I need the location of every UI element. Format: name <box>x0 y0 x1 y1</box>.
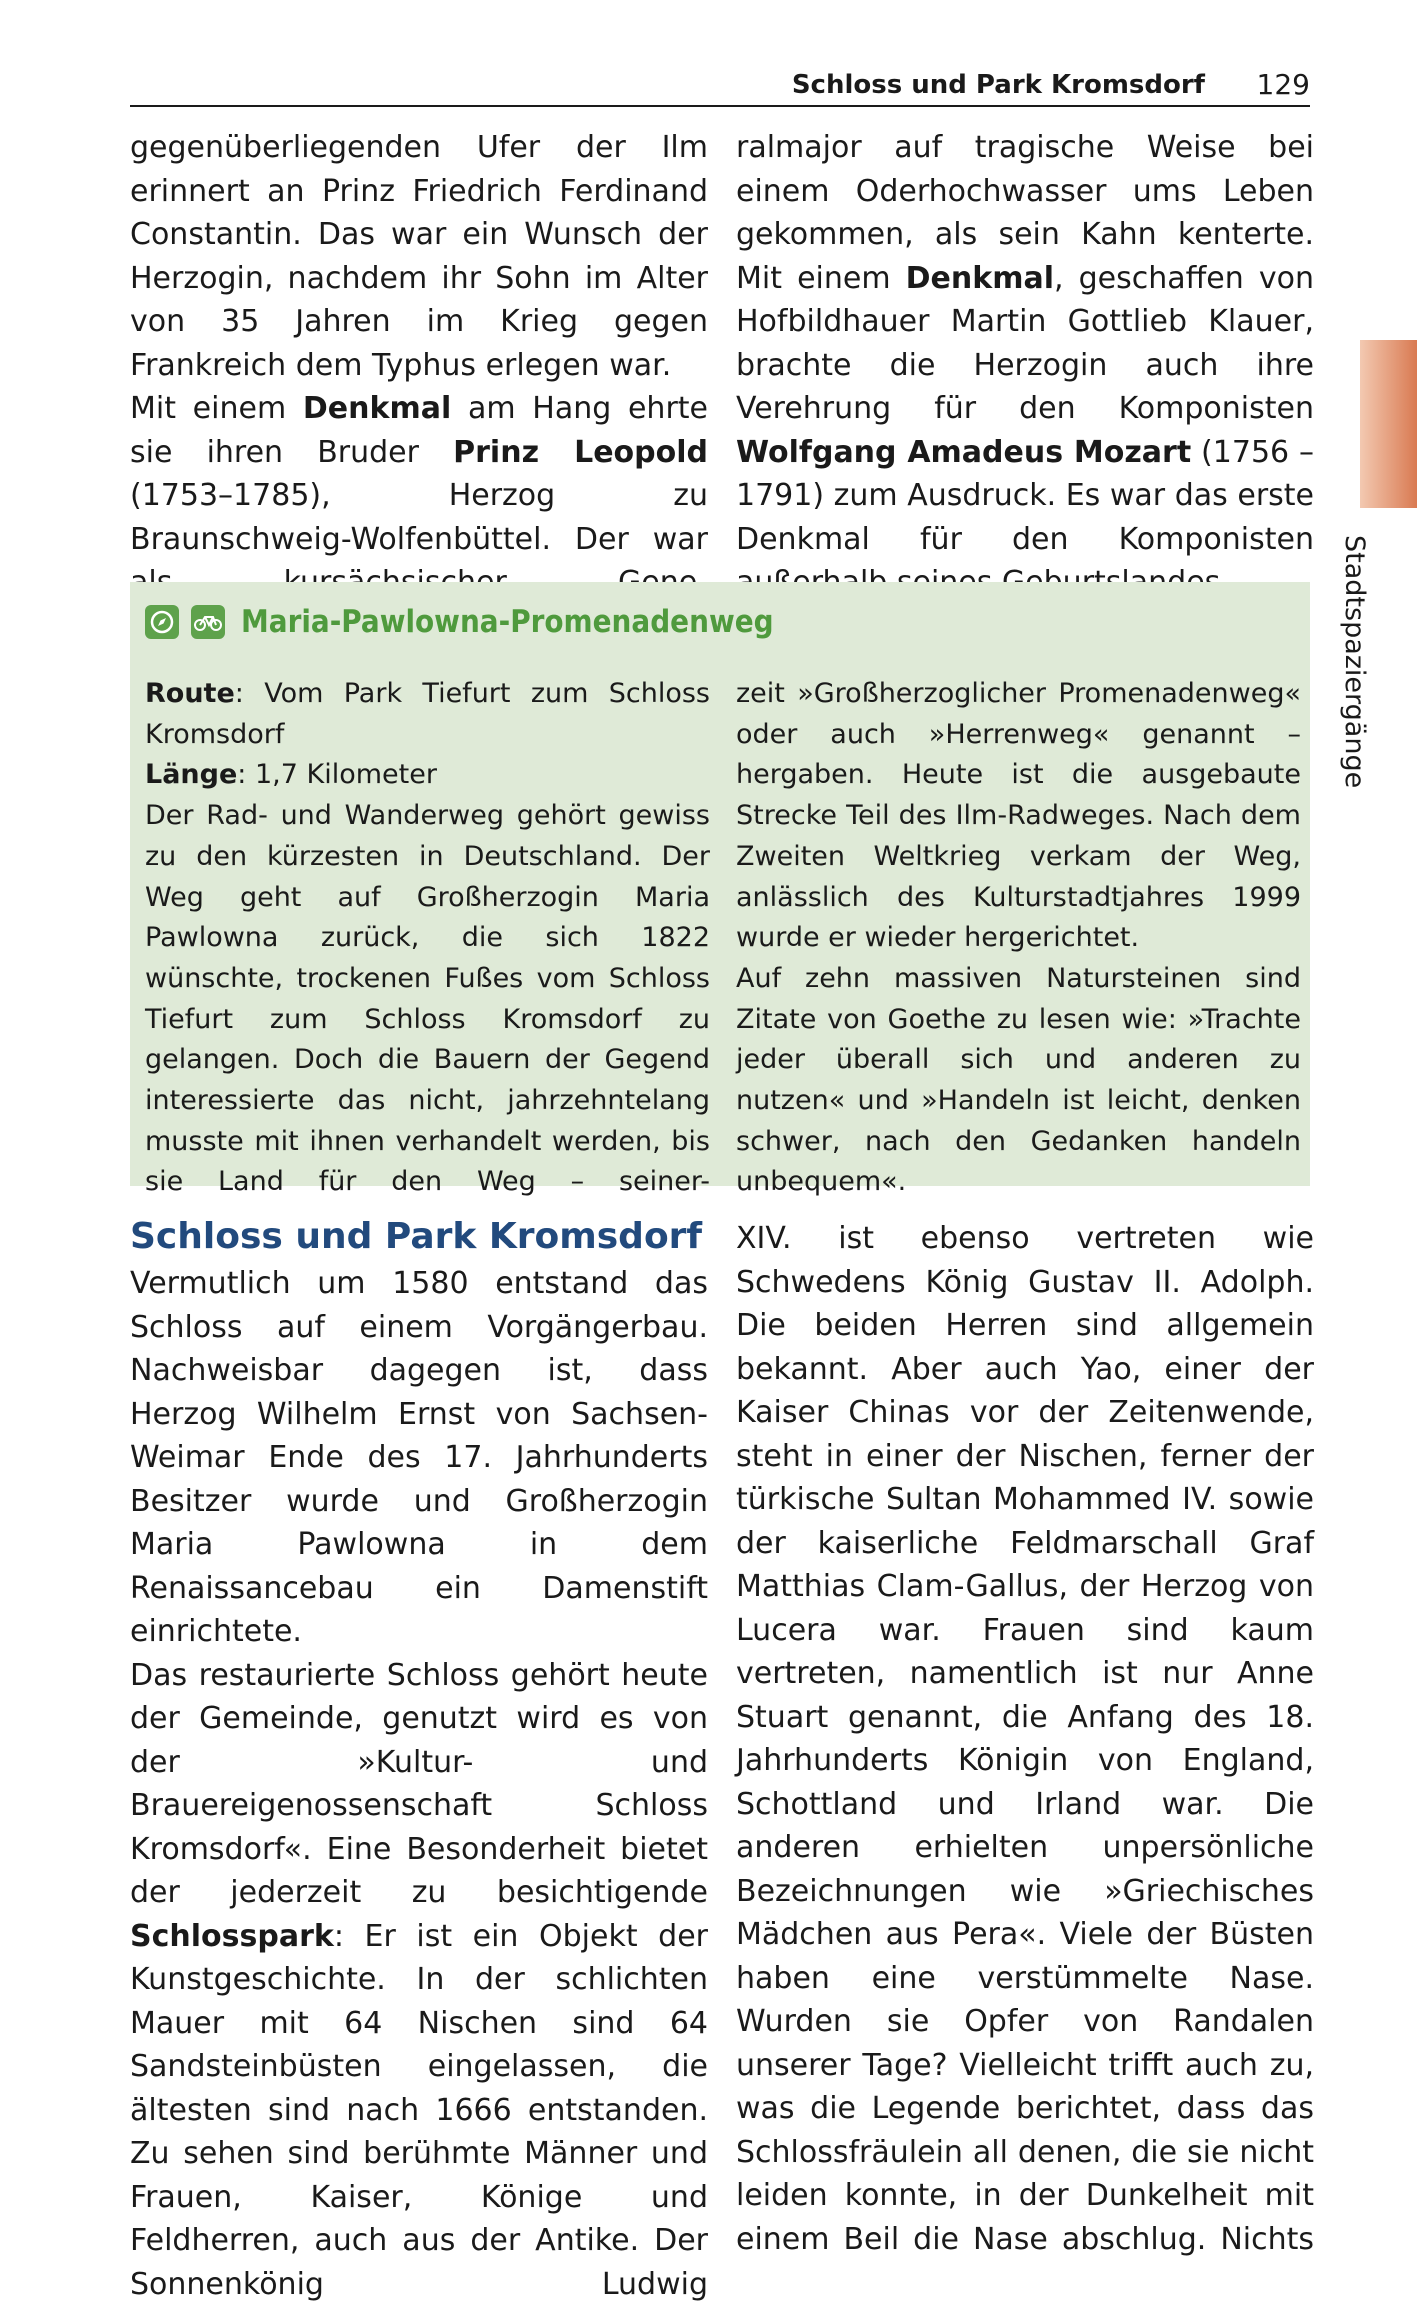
chapter-side-label <box>1340 535 1400 815</box>
top-left-column <box>130 126 708 605</box>
bicycle-icon <box>191 605 225 639</box>
paragraph: Auf zehn massiven Natursteinen sind Zitate von Goethe zu lesen wie: »Trachte jeder überall sich und anderen zu nutzen« und »Handeln ist leicht, denken schwer, nach den Gedanken handeln unbequem«. <box>736 959 1301 1203</box>
info-box-left-column <box>145 674 710 1203</box>
paragraph: zeit »Großherzoglicher Promenadenweg« oder auch »Herrenweg« genannt – hergaben. Heute ist die ausgebaute Strecke Teil des Ilm-Radweges. Nach dem Zweiten Weltkrieg verkam der Weg, anlässlich des Kulturstadtjahres 1999 wurde er wieder hergerichtet. <box>736 674 1301 959</box>
running-title: Schloss und Park Kromsdorf <box>792 70 1205 100</box>
page-number: 129 <box>1257 68 1310 101</box>
section-right-column <box>736 1217 1314 2261</box>
paragraph: gegenüberliegenden Ufer der Ilm erinnert an Prinz Friedrich Ferdinand Constantin. Das war ein Wunsch der Herzogin, nachdem ihr Sohn im Alter von 35 Jahren im Krieg gegen Frankreich dem Typhus erlegen war. <box>130 126 708 387</box>
paragraph: Das restaurierte Schloss gehört heute der Gemeinde, genutzt wird es von der »Kultur- und Brauereigenossenschaft Schloss Kromsdorf«. Eine Besonderheit bietet der jederzeit zu besichtigende Schlosspark: Er ist ein Objekt der Kunstgeschichte. In der schlichten Mauer mit 64 Nischen sind 64 Sandsteinbüsten eingelassen, die ältesten sind nach 1666 entstanden. Zu sehen sind berühmte Männer und Frauen, Kaiser, Könige und Feldherren, auch aus der Antike. Der Sonnenkönig Ludwig <box>130 1654 708 2306</box>
section-heading: Schloss und Park Kromsdorf <box>130 1212 708 1262</box>
length-line: Länge: 1,7 Kilometer <box>145 755 710 796</box>
paragraph: ralmajor auf tragische Weise bei einem Oderhochwasser ums Leben gekommen, als sein Kahn kenterte. Mit einem Denkmal, geschaffen von Hofbildhauer Martin Gottlieb Klauer, brachte die Herzogin auch ihre Verehrung für den Komponisten Wolfgang Amadeus Mozart (1756 –1791) zum Ausdruck. Es war das erste Denkmal für den Komponisten <box>736 126 1314 605</box>
paragraph: Mit einem Denkmal am Hang ehrte sie ihren Bruder Prinz Leopold (1753–1785), Herzog zu Braunschweig-Wolfenbüttel. Der war <box>130 387 708 605</box>
route-line: Route: Vom Park Tiefurt zum Schloss Kromsdorf <box>145 674 710 755</box>
info-box <box>130 582 1310 1186</box>
header-rule <box>130 105 1310 107</box>
paragraph: Vermutlich um 1580 entstand das Schloss auf einem Vorgängerbau. Nachweisbar dagegen ist, dass Herzog Wilhelm Ernst von Sachsen-Weimar Ende des 17. Jahrhunderts Besitzer wurde und Großherzogin Maria Pawlowna in dem Renaissancebau ein Damenstift einrichtete. <box>130 1262 708 1654</box>
info-box-heading: Maria-Pawlowna-Promenadenweg <box>241 604 774 640</box>
paragraph: XIV. ist ebenso vertreten wie Schwedens König Gustav II. Adolph. Die beiden Herren sind allgemein bekannt. Aber auch Yao, einer der Kaiser Chinas vor der Zeitenwende, steht in einer der Nischen, ferner der türkische Sultan Mohammed IV. sowie der kaiserliche Feldmarschall Graf Matthias Clam-Gallus, der Herzog von Lucera war. Frauen sind kaum vertreten, namentlich ist nur Anne Stuart genannt, die Anfang des 18. Jahrhunderts Königin von England, Schottland und Irland war. Die anderen erhielten unpersönliche Bezeichnungen wie »Griechisches Mädchen aus Pera«. Viele der Büsten haben eine verstümmelte Nase. Wurden sie Opfer von Randalen unserer Tage? Vielleicht trifft auch zu, was die Legende berichtet, dass das Schlossfräulein all denen, die sie nicht leiden konnte, in der Dunkelheit mit einem Beil die Nase abschlug. Nichts <box>736 1217 1314 2261</box>
compass-icon <box>145 605 179 639</box>
chapter-thumb-tab <box>1360 340 1417 508</box>
info-box-title <box>145 600 774 644</box>
section-left-column <box>130 1212 708 2306</box>
chapter-side-label-text: Stadtspaziergänge <box>1339 535 1370 788</box>
running-header <box>130 66 1310 106</box>
info-box-right-column <box>736 674 1301 1203</box>
top-right-column <box>736 126 1314 605</box>
paragraph: Der Rad- und Wanderweg gehört gewiss zu den kürzesten in Deutschland. Der Weg geht auf Großherzogin Maria Pawlowna zurück, die sich 1822 wünschte, trockenen Fußes vom Schloss Tiefurt zum Schloss Kromsdorf zu gelangen. Doch die Bauern der Gegend interessierte das nicht, jahrzehntelang musste mit ihnen verhandelt werden, bis sie Land für den Weg – seiner- <box>145 796 710 1203</box>
